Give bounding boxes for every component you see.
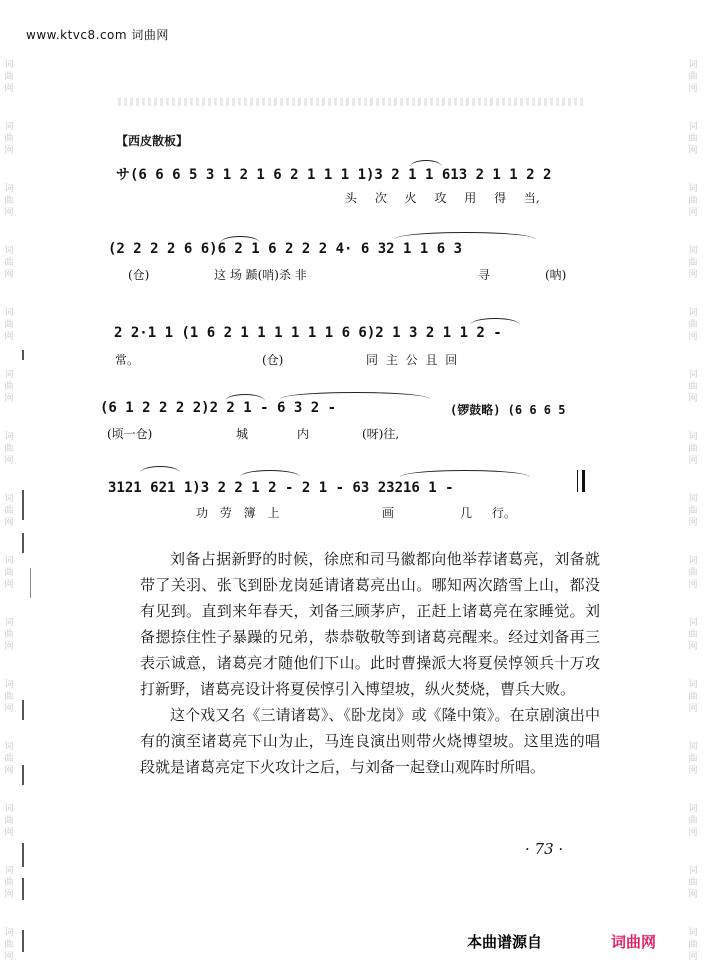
paragraph-1: 刘备占据新野的时候，徐庶和司马徽都向他举荐诸葛亮，刘备就带了关羽、张飞到卧龙岗延请诸葛亮出山。哪知两次踏雪上山，都没有见到。直到来年春天，刘备三顾茅庐，正赶上诸葛亮在家睡觉。刘备摁捺住性子暴躁的兄弟，恭恭敬敬等到诸葛亮醒来。经过刘备再三表示诚意，诸葛亮才随他们下山。此时曹操派大将夏侯惇领兵十万攻打新野，诸葛亮设计将夏侯惇引入博望坡，纵火焚烧，曹兵大败。 bbox=[140, 550, 600, 698]
watermark-char: 网 bbox=[688, 270, 698, 280]
watermark-char: 网 bbox=[4, 704, 14, 714]
watermark-char: 曲 bbox=[4, 258, 14, 268]
score-line-4-lyric-d: (呀)往, bbox=[362, 427, 400, 441]
score-line-5-lyric-b: 画 bbox=[382, 506, 395, 520]
watermark-char: 曲 bbox=[688, 568, 698, 578]
watermark-char: 词 bbox=[688, 928, 698, 938]
scan-mark bbox=[22, 490, 24, 520]
watermark-char: 曲 bbox=[688, 692, 698, 702]
watermark-char: 曲 bbox=[688, 878, 698, 888]
watermark-column-right bbox=[687, 0, 701, 978]
watermark-char: 曲 bbox=[4, 692, 14, 702]
watermark-char: 曲 bbox=[4, 134, 14, 144]
watermark-char: 曲 bbox=[4, 630, 14, 640]
watermark-char: 网 bbox=[4, 270, 14, 280]
watermark-char: 曲 bbox=[688, 630, 698, 640]
slur-mark bbox=[400, 470, 530, 477]
watermark-char: 网 bbox=[4, 518, 14, 528]
watermark-char: 曲 bbox=[688, 320, 698, 330]
watermark-char: 词 bbox=[4, 308, 14, 318]
scan-shadow-band bbox=[118, 98, 586, 106]
watermark-char: 网 bbox=[4, 580, 14, 590]
watermark-char: 网 bbox=[4, 394, 14, 404]
score-line-1-notes: サ(6 6 6 5 3 1 2 1 6 2 1 1 1 1)3 2 1 1 613 2 1 1 2 2 bbox=[116, 167, 552, 183]
watermark-char: 词 bbox=[4, 866, 14, 876]
watermark-char: 词 bbox=[688, 60, 698, 70]
watermark-char: 网 bbox=[4, 146, 14, 156]
watermark-char: 网 bbox=[4, 828, 14, 838]
scan-mark bbox=[22, 350, 24, 360]
slur-mark bbox=[280, 392, 430, 399]
scan-mark bbox=[22, 533, 24, 553]
watermark-char: 词 bbox=[688, 370, 698, 380]
score-line-2-lyric-d: (呐) bbox=[545, 268, 567, 282]
watermark-char: 曲 bbox=[688, 134, 698, 144]
watermark-char: 曲 bbox=[688, 816, 698, 826]
scan-mark bbox=[22, 765, 24, 785]
watermark-char: 网 bbox=[688, 146, 698, 156]
watermark-char: 词 bbox=[4, 246, 14, 256]
watermark-char: 词 bbox=[4, 184, 14, 194]
score-line-3-notes: 2 2·1 1 (1 6 2 1 1 1 1 1 1 6 6)2 1 3 2 1 1 2 - bbox=[114, 325, 502, 341]
watermark-char: 网 bbox=[4, 208, 14, 218]
watermark-char: 词 bbox=[4, 60, 14, 70]
watermark-char: 曲 bbox=[4, 382, 14, 392]
watermark-char: 曲 bbox=[4, 444, 14, 454]
score-line-4-lyric-a: (顷一仓) bbox=[107, 427, 153, 441]
slur-mark bbox=[225, 394, 265, 401]
watermark-char: 网 bbox=[4, 890, 14, 900]
slur-mark bbox=[140, 466, 180, 473]
slur-mark bbox=[395, 232, 535, 239]
watermark-char: 网 bbox=[688, 766, 698, 776]
watermark-char: 网 bbox=[688, 208, 698, 218]
score-line-3-lyric-b: (仓) bbox=[262, 353, 284, 367]
watermark-char: 网 bbox=[4, 456, 14, 466]
section-title: 【西皮散板】 bbox=[116, 134, 189, 148]
score-line-4-notes: (6 1 2 2 2 2)2 2 1 - 6 3 2 - bbox=[100, 400, 337, 416]
watermark-char: 词 bbox=[4, 804, 14, 814]
watermark-char: 曲 bbox=[688, 382, 698, 392]
watermark-char: 曲 bbox=[4, 940, 14, 950]
watermark-char: 曲 bbox=[688, 754, 698, 764]
slur-mark bbox=[240, 470, 300, 477]
score-line-2-lyric-b: 这 场 踬(哨)杀 非 bbox=[214, 268, 307, 282]
watermark-char: 曲 bbox=[688, 444, 698, 454]
page-number: · 73 · bbox=[525, 840, 564, 858]
watermark-char: 网 bbox=[4, 642, 14, 652]
watermark-char: 曲 bbox=[688, 506, 698, 516]
score-line-3-lyric-a: 常。 bbox=[115, 353, 140, 367]
watermark-char: 词 bbox=[4, 370, 14, 380]
watermark-char: 词 bbox=[4, 680, 14, 690]
watermark-char: 曲 bbox=[4, 878, 14, 888]
score-line-2-lyric-c: 寻 bbox=[478, 268, 491, 282]
description-text bbox=[140, 546, 600, 780]
watermark-char: 曲 bbox=[4, 72, 14, 82]
watermark-char: 网 bbox=[688, 580, 698, 590]
score-line-5-notes: 3121 621 1)3 2 2 1 2 - 2 1 - 63 23216 1 - bbox=[108, 480, 454, 496]
watermark-char: 词 bbox=[688, 122, 698, 132]
watermark-char: 词 bbox=[688, 184, 698, 194]
watermark-char: 词 bbox=[688, 618, 698, 628]
paragraph-2: 这个戏又名《三请诸葛》、《卧龙岗》或《隆中策》。在京剧演出中有的演至诸葛亮下山为止，马连良演出则带火烧博望坡。这里选的唱段就是诸葛亮定下火攻计之后，与刘备一起登山观阵时所唱。 bbox=[140, 706, 600, 776]
watermark-char: 曲 bbox=[688, 258, 698, 268]
watermark-char: 曲 bbox=[688, 940, 698, 950]
watermark-char: 网 bbox=[4, 332, 14, 342]
score-line-5-lyric-a: 功 劳 簿 上 bbox=[196, 506, 280, 520]
footer-source-label: 本曲谱源自 bbox=[467, 933, 543, 951]
watermark-char: 网 bbox=[688, 518, 698, 528]
watermark-char: 网 bbox=[4, 952, 14, 962]
watermark-char: 词 bbox=[688, 494, 698, 504]
watermark-char: 词 bbox=[688, 680, 698, 690]
watermark-char: 网 bbox=[688, 704, 698, 714]
watermark-char: 词 bbox=[688, 308, 698, 318]
slur-mark bbox=[220, 236, 260, 243]
watermark-char: 曲 bbox=[4, 754, 14, 764]
watermark-char: 词 bbox=[688, 556, 698, 566]
watermark-char: 网 bbox=[688, 890, 698, 900]
watermark-char: 词 bbox=[4, 122, 14, 132]
watermark-char: 曲 bbox=[688, 72, 698, 82]
scan-mark bbox=[22, 930, 24, 952]
watermark-char: 网 bbox=[688, 642, 698, 652]
watermark-char: 词 bbox=[4, 494, 14, 504]
watermark-column-left bbox=[3, 0, 17, 978]
watermark-char: 网 bbox=[688, 394, 698, 404]
watermark-char: 词 bbox=[688, 246, 698, 256]
score-line-4-lyric-b: 城 bbox=[236, 427, 249, 441]
watermark-char: 网 bbox=[688, 456, 698, 466]
slur-mark bbox=[470, 318, 520, 325]
watermark-char: 词 bbox=[4, 742, 14, 752]
slur-mark bbox=[410, 160, 442, 167]
watermark-char: 曲 bbox=[4, 816, 14, 826]
score-line-5-lyric-c: 几 行。 bbox=[460, 506, 516, 520]
score-line-1-lyrics: 头 次 火 攻 用 得 当, bbox=[345, 191, 540, 205]
watermark-char: 词 bbox=[688, 742, 698, 752]
watermark-char: 曲 bbox=[4, 196, 14, 206]
score-line-2-notes: (2 2 2 2 6 6)6 2 1 6 2 2 2 4· 6 32 1 1 6 3 bbox=[108, 241, 463, 257]
watermark-char: 词 bbox=[688, 866, 698, 876]
watermark-char: 词 bbox=[4, 432, 14, 442]
final-barline-thick bbox=[582, 470, 585, 492]
watermark-char: 词 bbox=[4, 556, 14, 566]
scan-mark bbox=[22, 878, 24, 900]
score-line-4-notes-tail: (锣鼓略) (6 6 6 5 bbox=[450, 403, 566, 417]
watermark-char: 网 bbox=[688, 332, 698, 342]
watermark-char: 网 bbox=[688, 84, 698, 94]
watermark-char: 曲 bbox=[688, 196, 698, 206]
footer-site-link[interactable]: 词曲网 bbox=[611, 933, 657, 951]
watermark-char: 网 bbox=[688, 828, 698, 838]
final-barline-thin bbox=[577, 470, 578, 492]
watermark-char: 曲 bbox=[4, 568, 14, 578]
score-line-4-lyric-c: 内 bbox=[297, 427, 310, 441]
watermark-char: 词 bbox=[688, 432, 698, 442]
watermark-char: 词 bbox=[688, 804, 698, 814]
watermark-char: 网 bbox=[4, 84, 14, 94]
scan-mark bbox=[22, 843, 24, 867]
watermark-char: 词 bbox=[4, 618, 14, 628]
site-url: www.ktvc8.com 词曲网 bbox=[26, 28, 169, 42]
score-line-3-lyric-c: 同 主 公 且 回 bbox=[366, 353, 458, 367]
watermark-char: 网 bbox=[688, 952, 698, 962]
watermark-char: 曲 bbox=[4, 320, 14, 330]
scan-mark bbox=[30, 568, 31, 598]
scan-mark bbox=[22, 700, 24, 720]
watermark-char: 词 bbox=[4, 928, 14, 938]
watermark-char: 曲 bbox=[4, 506, 14, 516]
watermark-char: 网 bbox=[4, 766, 14, 776]
score-line-2-lyric-a: (仓) bbox=[128, 268, 150, 282]
